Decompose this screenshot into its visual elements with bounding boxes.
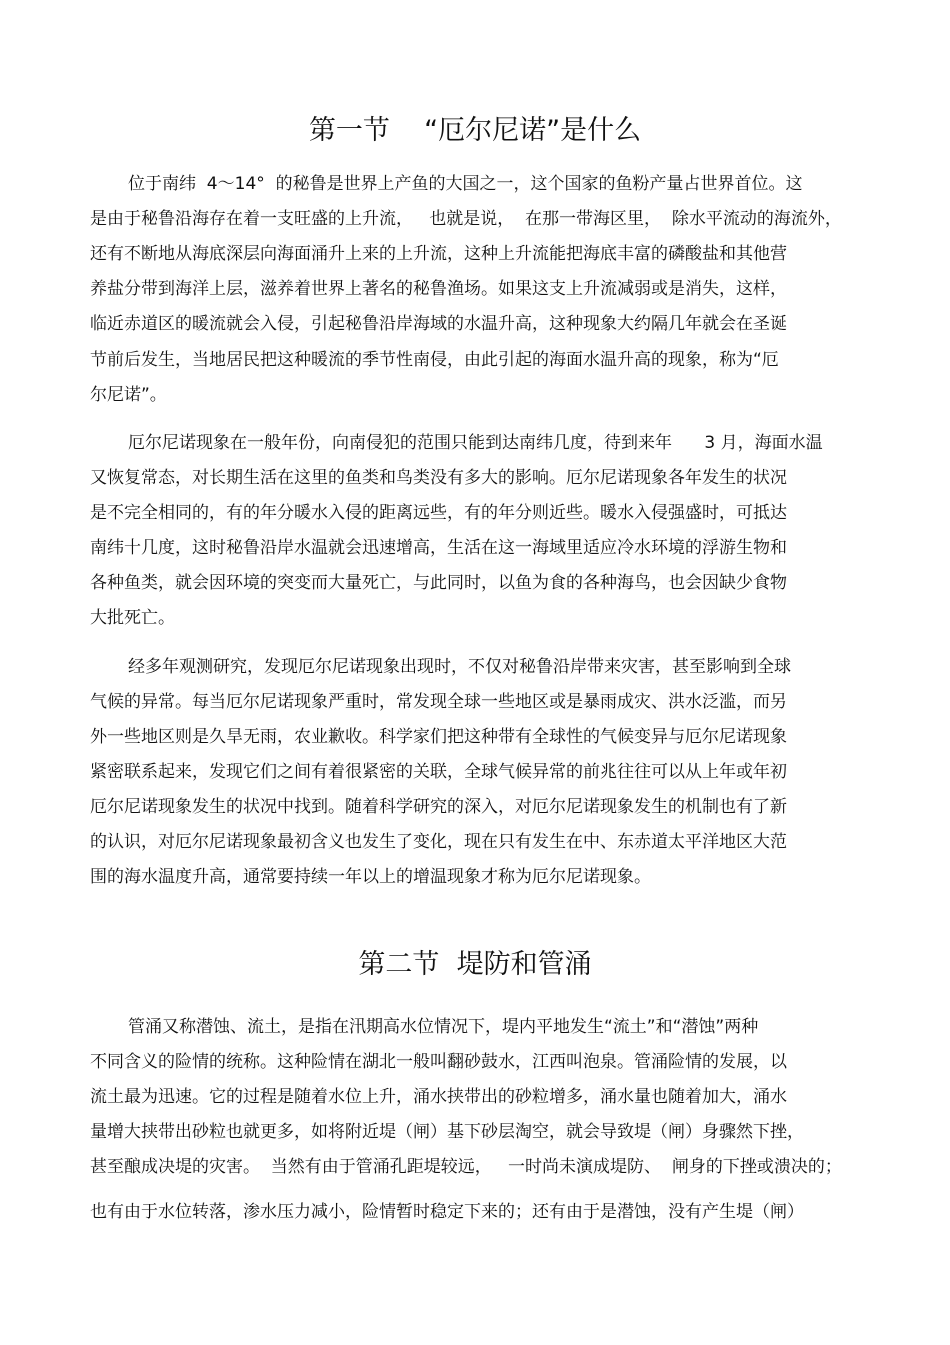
paragraph-line: 的认识，对厄尔尼诺现象最初含义也发生了变化，现在只有发生在中、东赤道太平洋地区大范 [90,832,787,852]
paragraph-line: 还有不断地从海底深层向海面涌升上来的上升流，这种上升流能把海底丰富的磷酸盐和其他营 [90,244,787,264]
paragraph-line: 气候的异常。每当厄尔尼诺现象严重时，常发现全球一些地区或是暴雨成灾、洪水泛滥，而另 [90,692,787,712]
paragraph-line: 经多年观测研究，发现厄尔尼诺现象出现时，不仅对秘鲁沿岸带来灾害，甚至影响到全球 [128,657,791,677]
paragraph-line: 流土最为迅速。它的过程是随着水位上升，涌水挟带出的砂粒增多，涌水量也随着加大，涌水 [90,1087,787,1107]
paragraph-line: 甚至酿成决堤的灾害。 当然有由于管涌孔距堤较远， 一时尚未演成堤防、 闸身的下挫或溃决的； [90,1157,842,1177]
paragraph-line: 节前后发生，当地居民把这种暖流的季节性南侵，由此引起的海面水温升高的现象，称为“厄 [90,350,779,370]
section-2-heading: 第二节 堤防和管涌 [358,949,592,980]
section-1-heading: 第一节 “厄尔尼诺”是什么 [308,115,642,146]
paragraph-line: 围的海水温度升高，通常要持续一年以上的增温现象才称为厄尔尼诺现象。 [90,867,651,887]
paragraph-line: 大批死亡。 [90,608,175,628]
paragraph-line: 量增大挟带出砂粒也就更多，如将附近堤（闸）基下砂层淘空，就会导致堤（闸）身骤然下挫， [90,1122,804,1142]
paragraph-line: 南纬十几度，这时秘鲁沿岸水温就会迅速增高，生活在这一海域里适应冷水环境的浮游生物和 [90,538,787,558]
paragraph-line: 各种鱼类，就会因环境的突变而大量死亡，与此同时，以鱼为食的各种海鸟，也会因缺少食物 [90,573,787,593]
paragraph-line: 是不完全相同的，有的年分暖水入侵的距离远些，有的年分则近些。暖水入侵强盛时，可抵达 [90,503,787,523]
paragraph-line: 也有由于水位转落，渗水压力减小，险情暂时稳定下来的；还有由于是潜蚀，没有产生堤（闸） [90,1202,804,1222]
paragraph-line: 厄尔尼诺现象在一般年份，向南侵犯的范围只能到达南纬几度，待到来年 3 月，海面水温 [128,433,823,453]
paragraph-line: 尔尼诺”。 [90,385,167,405]
paragraph-line: 厄尔尼诺现象发生的状况中找到。随着科学研究的深入，对厄尔尼诺现象发生的机制也有了新 [90,797,787,817]
paragraph-line: 外一些地区则是久旱无雨，农业歉收。科学家们把这种带有全球性的气候变异与厄尔尼诺现象 [90,727,787,747]
paragraph-line: 又恢复常态，对长期生活在这里的鱼类和鸟类没有多大的影响。厄尔尼诺现象各年发生的状况 [90,468,787,488]
paragraph-line: 不同含义的险情的统称。这种险情在湖北一般叫翻砂鼓水，江西叫泡泉。管涌险情的发展，以 [90,1052,787,1072]
paragraph-line: 紧密联系起来，发现它们之间有着很紧密的关联，全球气候异常的前兆往往可以从上年或年初 [90,762,787,782]
paragraph-line: 养盐分带到海洋上层，滋养着世界上著名的秘鲁渔场。如果这支上升流减弱或是消失，这样， [90,279,787,299]
paragraph-line: 位于南纬 4～14° 的秘鲁是世界上产鱼的大国之一，这个国家的鱼粉产量占世界首位。这 [128,174,803,194]
paragraph-line: 临近赤道区的暖流就会入侵，引起秘鲁沿岸海域的水温升高，这种现象大约隔几年就会在圣诞 [90,314,787,334]
paragraph-line: 管涌又称潜蚀、流土，是指在汛期高水位情况下，堤内平地发生“流土”和“潜蚀”两种 [128,1017,759,1037]
paragraph-line: 是由于秘鲁沿海存在着一支旺盛的上升流， 也就是说， 在那一带海区里， 除水平流动的海流外， [90,209,842,229]
